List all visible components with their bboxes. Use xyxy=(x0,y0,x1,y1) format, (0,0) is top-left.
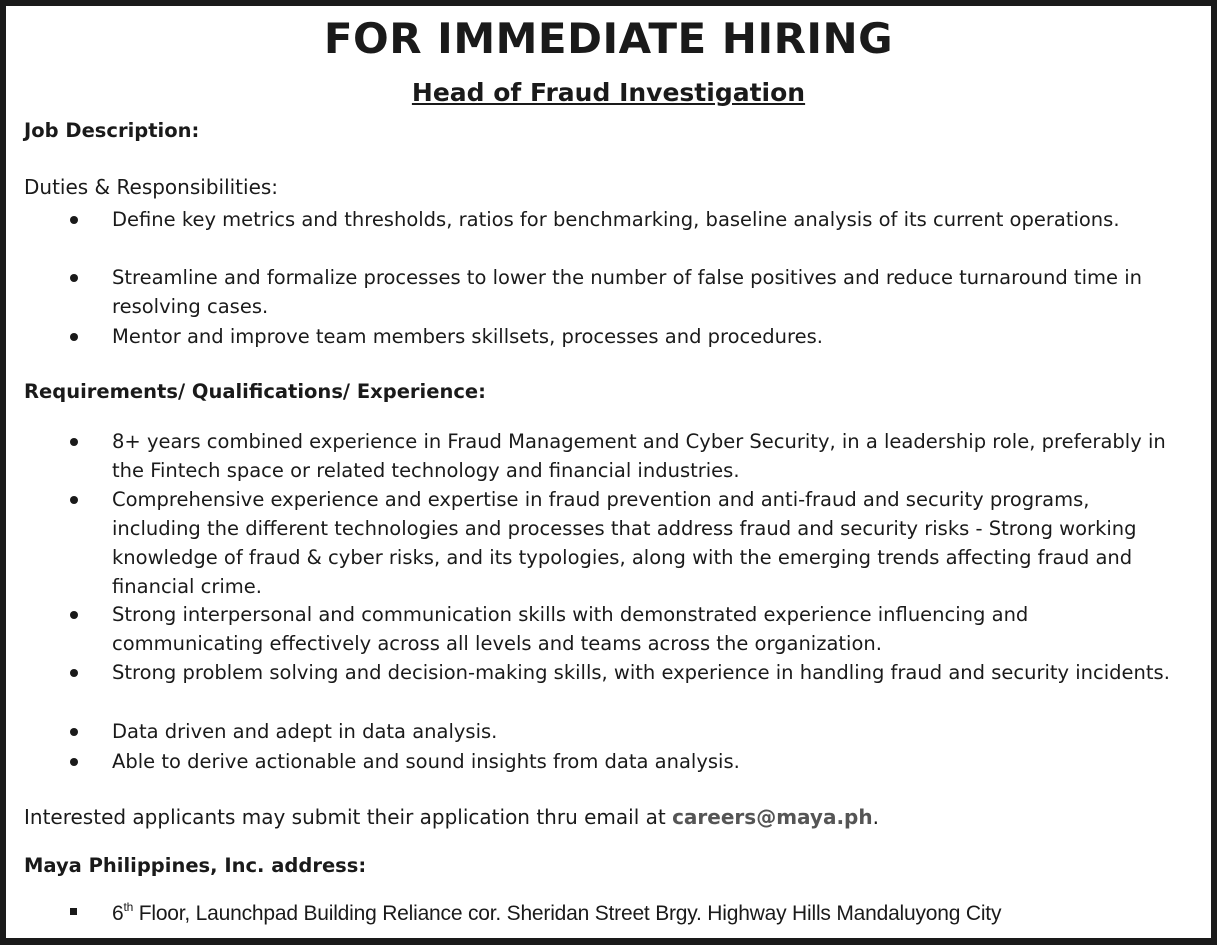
bullet-icon xyxy=(70,669,78,677)
bullet-icon xyxy=(70,611,78,619)
position-title: Head of Fraud Investigation xyxy=(411,78,806,107)
requirement-item: Strong interpersonal and communication skills with demonstrated experience influencing and communicating effectively across all levels and teams across the organization. xyxy=(112,600,1181,658)
bullet-icon xyxy=(70,728,78,736)
bullet-icon xyxy=(70,496,78,504)
requirement-item: Comprehensive experience and expertise in fraud prevention and anti-fraud and security programs, including the different technologies and processes that address fraud and security risks - Strong working knowledge of fraud & cyber risks, and its typologies, along with the emerging trends affecting fraud and financial crime. xyxy=(112,485,1181,601)
application-instructions: Interested applicants may submit their application thru email at careers@maya.ph. xyxy=(24,805,879,829)
duty-item: Streamline and formalize processes to lower the number of false positives and reduce turnaround time in resolving cases. xyxy=(112,263,1181,321)
requirements-heading: Requirements/ Qualifications/ Experience: xyxy=(24,380,486,403)
requirement-item: Able to derive actionable and sound insights from data analysis. xyxy=(112,747,1181,776)
page-title: FOR IMMEDIATE HIRING xyxy=(323,14,894,63)
duty-item: Mentor and improve team members skillsets, processes and procedures. xyxy=(112,322,1181,351)
bullet-icon xyxy=(70,274,78,282)
requirement-item: Strong problem solving and decision-making skills, with experience in handling fraud and security incidents. xyxy=(112,658,1181,687)
square-bullet-icon xyxy=(70,908,77,915)
bullet-icon xyxy=(70,438,78,446)
email-link[interactable]: careers@maya.ph xyxy=(672,805,873,829)
job-description-heading: Job Description: xyxy=(24,119,200,142)
address-heading: Maya Philippines, Inc. address: xyxy=(24,854,367,877)
requirement-item: 8+ years combined experience in Fraud Management and Cyber Security, in a leadership role, preferably in the Fintech space or related technology and financial industries. xyxy=(112,427,1181,485)
duties-heading: Duties & Responsibilities: xyxy=(24,175,279,199)
bullet-icon xyxy=(70,333,78,341)
requirement-item: Data driven and adept in data analysis. xyxy=(112,717,1181,746)
address-item: 6th Floor, Launchpad Building Reliance cor. Sheridan Street Brgy. Highway Hills Mandaluyong City xyxy=(112,899,1201,928)
duty-item: Define key metrics and thresholds, ratios for benchmarking, baseline analysis of its current operations. xyxy=(112,205,1181,234)
bullet-icon xyxy=(70,216,78,224)
bullet-icon xyxy=(70,758,78,766)
